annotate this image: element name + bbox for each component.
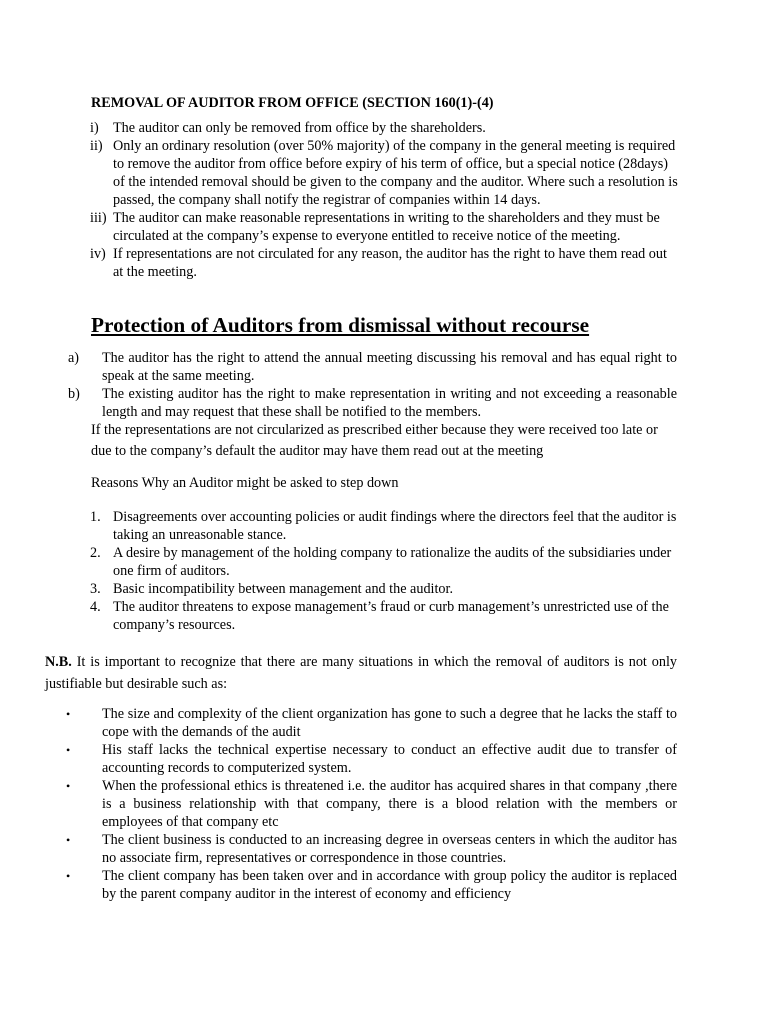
bullet-icon: • (66, 707, 71, 721)
list-item-text: The client company has been taken over and in accordance with group policy the auditor is replaced by the parent company auditor in the interest of economy and efficiency (102, 868, 677, 902)
list-item (68, 385, 677, 421)
list-item-text: A desire by management of the holding company to rationalize the audits of the subsidiaries under one firm of auditors. (113, 545, 672, 579)
list-item (90, 580, 680, 598)
list-item (62, 705, 677, 741)
list-marker: iv) (90, 246, 106, 262)
list-item-text: Only an ordinary resolution (over 50% majority) of the company in the general meeting is required to remove the auditor from office before expiry of his term of office, but a special notice (28days) of the intended removal should be given to the company and the auditor. Where such a resolution is passed, the company shall notify the registrar of companies within 14 days. (113, 138, 678, 208)
list-item (90, 137, 680, 209)
nb-text: It is important to recognize that there are many situations in which the removal of auditors is not only justifiable but desirable such as: (45, 654, 677, 692)
protection-heading: Protection of Auditors from dismissal without recourse (91, 313, 590, 337)
list-item-text: If representations are not circulated for any reason, the auditor has the right to have them read out at the meeting. (113, 246, 667, 280)
list-marker: i) (90, 120, 99, 136)
list-item-text: The client business is conducted to an increasing degree in overseas centers in which the auditor has no associate firm, representatives or correspondence in those countries. (102, 832, 677, 866)
section-title: REMOVAL OF AUDITOR FROM OFFICE (SECTION 160(1)-(4) (91, 95, 494, 111)
list-item-text: The size and complexity of the client organization has gone to such a degree that he lacks the staff to cope with the demands of the audit (102, 706, 677, 740)
list-marker: iii) (90, 210, 107, 226)
bullet-icon: • (66, 869, 71, 883)
bullet-icon: • (66, 779, 71, 793)
list-item (90, 245, 680, 281)
list-item-text: Basic incompatibility between management and the auditor. (113, 581, 454, 597)
protection-points-list (68, 349, 677, 421)
list-marker: 4. (90, 599, 101, 615)
situations-list (62, 705, 677, 903)
list-marker: a) (68, 350, 80, 366)
reasons-heading: Reasons Why an Auditor might be asked to step down (91, 475, 399, 491)
reasons-list (90, 508, 680, 634)
list-item (90, 598, 680, 634)
representation-note: If the representations are not circularized as prescribed either because they were received too late or due to the company’s default the auditor may have them read out at the meeting (91, 422, 658, 459)
list-item (62, 831, 677, 867)
list-marker: 1. (90, 509, 101, 525)
nb-label: N.B. (45, 654, 72, 670)
bullet-icon: • (66, 743, 71, 757)
list-item (90, 209, 680, 245)
list-item-text: The auditor can only be removed from office by the shareholders. (113, 120, 486, 136)
list-item-text: His staff lacks the technical expertise necessary to conduct an effective audit due to transfer of accounting records to computerized system. (102, 742, 677, 776)
list-item (62, 741, 677, 777)
list-item-text: The auditor has the right to attend the annual meeting discussing his removal and has equal right to speak at the same meeting. (102, 350, 677, 384)
list-item (68, 349, 677, 385)
list-item-text: The auditor threatens to expose management’s fraud or curb management’s unrestricted use of the company’s resources. (113, 599, 669, 633)
list-marker: 2. (90, 545, 101, 561)
list-item (90, 119, 680, 137)
removal-points-list (90, 119, 680, 281)
bullet-icon: • (66, 833, 71, 847)
list-marker: 3. (90, 581, 101, 597)
list-item (62, 867, 677, 903)
list-marker: ii) (90, 138, 103, 154)
list-item (90, 544, 680, 580)
list-item-text: When the professional ethics is threatened i.e. the auditor has acquired shares in that company ,there is a business relationship with that company, there is a blood relation with the members or employees of that company etc (102, 778, 677, 830)
list-item-text: The auditor can make reasonable representations in writing to the shareholders and they must be circulated at the company’s expense to everyone entitled to receive notice of the meeting. (113, 210, 660, 244)
list-item (62, 777, 677, 831)
list-item-text: The existing auditor has the right to make representation in writing and not exceeding a reasonable length and may request that these shall be notified to the members. (102, 386, 677, 420)
list-marker: b) (68, 386, 80, 402)
list-item (90, 508, 680, 544)
nb-paragraph (45, 651, 677, 695)
list-item-text: Disagreements over accounting policies or audit findings where the directors feel that the auditor is taking an unreasonable stance. (113, 509, 677, 543)
